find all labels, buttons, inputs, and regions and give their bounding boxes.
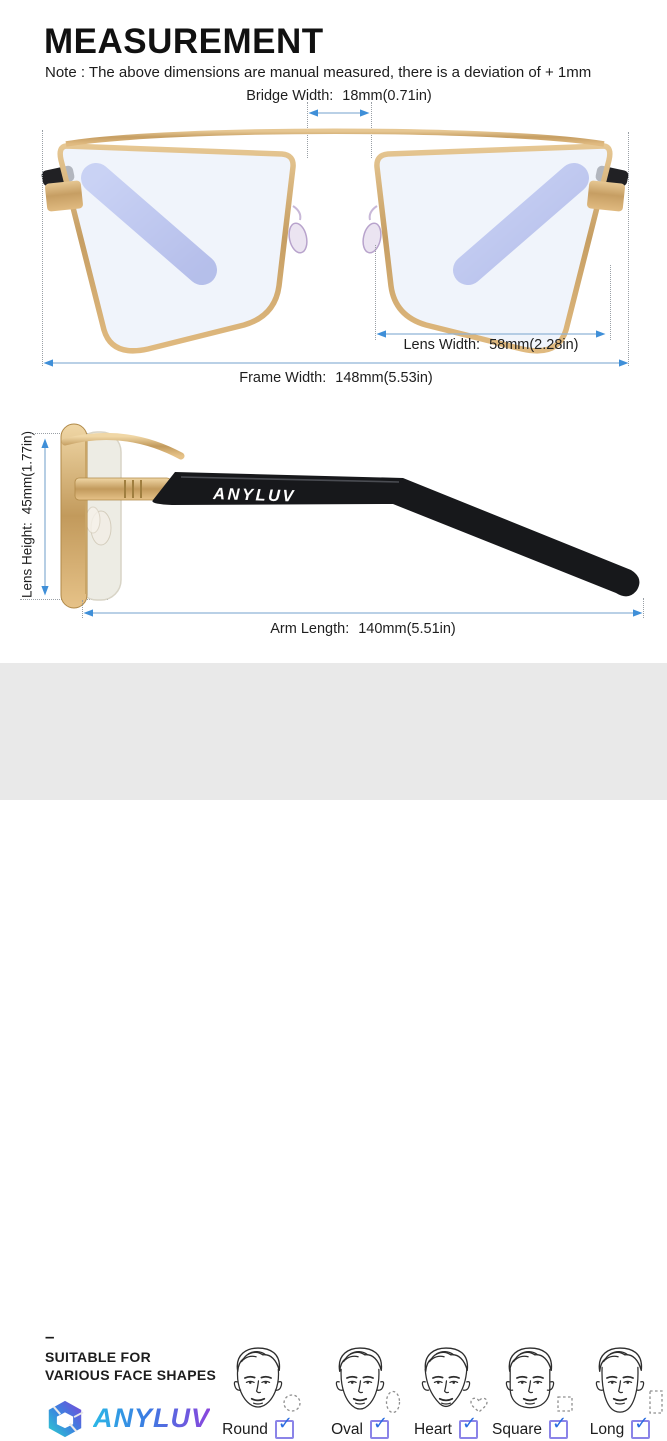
dotted-square-shape xyxy=(556,1395,574,1413)
face-label-square: Square xyxy=(492,1420,542,1438)
suitable-for-line1: SUITABLE FOR xyxy=(45,1349,152,1365)
bridge-width-label xyxy=(219,88,459,104)
frame-width-arrow xyxy=(42,357,630,369)
lens-width-dotted-right xyxy=(610,265,611,340)
suitable-for-line2: VARIOUS FACE SHAPES xyxy=(45,1367,217,1383)
lens-width-value: 58mm(2.28in) xyxy=(489,337,579,353)
hinge-block-right xyxy=(587,180,626,212)
frame-width-label xyxy=(42,370,630,386)
bridge-width-value: 18mm(0.71in) xyxy=(342,88,432,104)
arm-length-text: Arm Length: xyxy=(270,621,350,637)
checkbox-square xyxy=(549,1413,568,1439)
anyluv-wordmark: ANYLUV xyxy=(93,1403,211,1433)
lens-width-dotted-left xyxy=(375,245,376,340)
face-label-heart: Heart xyxy=(414,1420,452,1438)
heart-face-illustration xyxy=(417,1345,475,1413)
footer-suitability-section xyxy=(0,663,667,1438)
lens-height-label xyxy=(20,420,35,610)
face-label-long: Long xyxy=(589,1420,625,1438)
top-brow-bar xyxy=(66,131,604,144)
face-label-oval: Oval xyxy=(331,1420,363,1438)
anyluv-logo-icon xyxy=(44,1399,86,1439)
arm-length-label xyxy=(82,621,644,637)
frame-width-dotted-left xyxy=(42,130,43,366)
side-nose-pad-front xyxy=(86,507,100,533)
nose-pad-left xyxy=(287,222,310,255)
face-shape-oval xyxy=(314,1343,406,1441)
check-icon: ✓ xyxy=(634,1413,650,1433)
left-lens xyxy=(60,146,293,351)
arm-length-value: 140mm(5.51in) xyxy=(358,621,456,637)
face-shape-square xyxy=(484,1343,576,1441)
frame-width-text: Frame Width: xyxy=(239,370,327,386)
temple-brand-text: ANYLUV xyxy=(212,485,297,506)
nose-pad-arm-right xyxy=(370,206,377,220)
face-shape-heart xyxy=(400,1343,492,1441)
checkbox-heart xyxy=(459,1413,478,1439)
arm-length-arrow xyxy=(82,607,644,619)
lens-height-text: Lens Height: xyxy=(19,522,35,599)
dotted-circle-shape xyxy=(282,1393,302,1413)
check-icon: ✓ xyxy=(277,1413,293,1433)
dotted-tall-rectangle-shape xyxy=(648,1389,664,1415)
right-lens xyxy=(377,146,610,351)
lens-height-arrow xyxy=(39,437,51,597)
glasses-side-view xyxy=(55,420,655,620)
frame-width-dotted-right xyxy=(628,132,629,366)
face-shape-round xyxy=(212,1343,304,1441)
oval-face-illustration xyxy=(331,1345,389,1413)
face-shape-long xyxy=(574,1343,666,1441)
nose-pad-arm-left xyxy=(293,206,300,220)
check-icon: ✓ xyxy=(372,1413,389,1433)
face-label-round: Round xyxy=(222,1420,268,1438)
bridge-width-text: Bridge Width: xyxy=(246,88,334,104)
lens-width-text: Lens Width: xyxy=(403,337,481,353)
page-title: MEASUREMENT xyxy=(44,22,324,61)
nose-pad-right xyxy=(361,222,384,255)
lens-width-label xyxy=(375,337,607,353)
long-face-illustration xyxy=(591,1345,649,1413)
hinge-block-left xyxy=(45,180,84,212)
round-face-illustration xyxy=(229,1345,287,1413)
checkbox-long xyxy=(631,1413,650,1439)
checkbox-round xyxy=(275,1413,294,1439)
square-face-illustration xyxy=(501,1345,559,1413)
frame-width-value: 148mm(5.53in) xyxy=(335,370,433,386)
side-rim-front xyxy=(61,424,87,608)
check-icon: ✓ xyxy=(461,1413,478,1433)
checkbox-oval xyxy=(370,1413,389,1439)
check-icon: ✓ xyxy=(551,1413,568,1433)
dash-accent: – xyxy=(45,1327,55,1346)
lens-height-value: 45mm(1.77in) xyxy=(19,430,35,515)
note-text: Note : The above dimensions are manual measured, there is a deviation of + 1mm xyxy=(45,64,592,81)
